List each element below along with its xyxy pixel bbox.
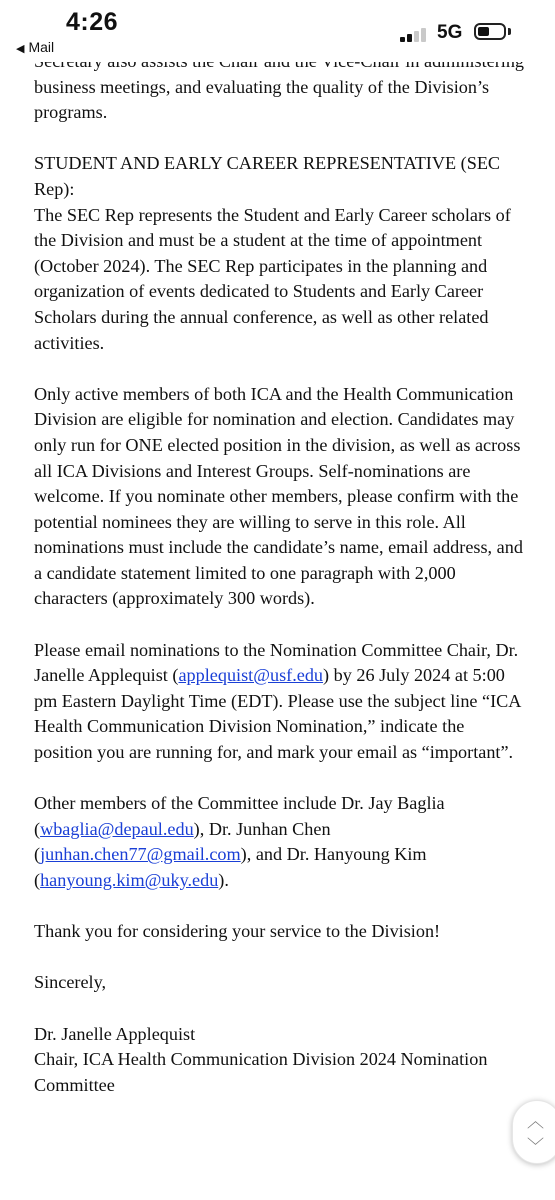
network-type: 5G	[437, 22, 463, 43]
committee-text-4: ).	[218, 870, 229, 890]
committee-text-1: Other members of the Committee include Dr. Jay Baglia (	[34, 793, 445, 839]
chevron-up-icon[interactable]: ︿	[527, 1112, 544, 1132]
eligibility-paragraph: Only active members of both ICA and the Health Communication Division are eligible for nomination and election. Candidates may only run for ONE elected position in the division, as well as across all ICA Divisions and Interest Groups. Self-nominations are welcome. If you nominate other members, please confirm with the potential nominees they are willing to serve in this role. All nominations must include the candidate’s name, email address, and a candidate statement limited to one paragraph with 2,000 characters (approximately 300 words).	[34, 383, 523, 609]
back-arrow-icon: ◀	[16, 43, 25, 55]
sec-rep-heading: STUDENT AND EARLY CAREER REPRESENTATIVE (SEC Rep):	[34, 153, 501, 199]
signature	[34, 1022, 524, 1099]
back-label: Mail	[28, 39, 55, 55]
cellular-signal-icon	[400, 26, 432, 42]
signature-title: Chair, ICA Health Communication Division 2024 Nomination Committee	[34, 1049, 488, 1095]
committee-text-3: ), and Dr. Hanyoung Kim (	[34, 844, 427, 890]
committee-members-paragraph	[34, 791, 524, 893]
chevron-down-icon[interactable]: ﹀	[527, 1137, 544, 1157]
secretary-duties-paragraph: business meetings, and evaluating the quality of the Division’s programs.	[34, 76, 490, 123]
battery-cap	[508, 28, 511, 35]
battery-icon	[474, 23, 506, 40]
nomination-instructions	[34, 638, 524, 766]
closing-line: Sincerely,	[34, 972, 107, 993]
sec-rep-section	[34, 151, 524, 356]
kim-email-link[interactable]: hanyoung.kim@uky.edu	[40, 870, 219, 890]
back-to-mail-button[interactable]	[16, 39, 54, 55]
nomination-text-post: ) by 26 July 2024 at 5:00 pm Eastern Daylight Time (EDT). Please use the subject line “ICA Health Communication Division Nomination,” indicate the position you are running for, and mark your email as “important”.	[34, 665, 521, 763]
nomination-text-pre: Please email nominations to the Nomination Committee Chair, Dr. Janelle Applequist (	[34, 639, 519, 686]
status-bar	[0, 0, 555, 62]
applequist-email-link[interactable]: applequist@usf.edu	[178, 665, 324, 686]
thanks-line: Thank you for considering your service to the Division!	[34, 921, 441, 942]
message-navigation-control	[512, 1100, 555, 1164]
chen-email-link[interactable]: junhan.chen77@gmail.com	[40, 844, 241, 865]
baglia-email-link[interactable]: wbaglia@depaul.edu	[40, 818, 194, 839]
signature-name: Dr. Janelle Applequist	[34, 1023, 196, 1044]
committee-text-2: ), Dr. Junhan Chen (	[34, 818, 331, 865]
status-time: 4:26	[66, 8, 119, 36]
sec-rep-description: The SEC Rep represents the Student and Early Career scholars of the Division and must be a student at the time of appointment (October 2024). The SEC Rep participates in the planning and organization of events dedicated to Students and Early Career Scholars during the annual conference, as well as other related activities.	[34, 204, 511, 353]
email-body	[34, 49, 524, 1124]
